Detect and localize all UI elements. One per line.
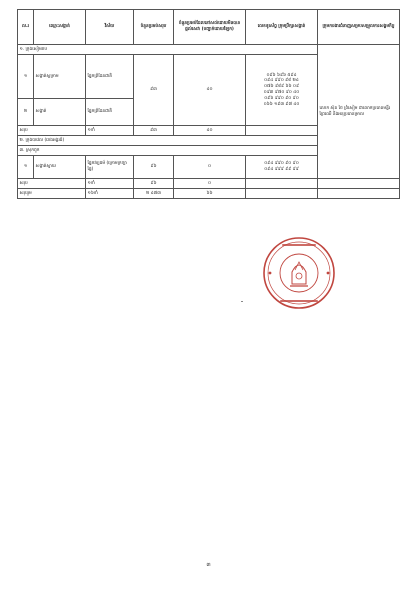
official-seal-stamp xyxy=(262,236,336,310)
grand-total-officer xyxy=(318,189,400,199)
stray-mark xyxy=(241,301,243,302)
section-label: ១. ក្រុងសៀមរាប xyxy=(18,45,318,55)
header-total: ចំនួនប្រអប់សរុប xyxy=(134,10,174,45)
row-phones xyxy=(246,156,318,179)
row-total: ៩៦ xyxy=(134,156,174,179)
header-remaining: ចំនួនប្រអប់ដែលនៅសល់ដោយមិនបានផ្តល់សេវា (បញ្ជាក់ដោយឡែក) xyxy=(174,10,246,45)
row-remaining: ០ xyxy=(174,156,246,179)
row-no: ១ xyxy=(18,156,34,179)
section-label: ៣. ស្រុកពួក xyxy=(18,146,318,156)
phone-line: ០៩៦ ៦៩៦ ៥៩៤ xyxy=(266,72,297,78)
report-table xyxy=(17,9,400,199)
phone-line: ០៧៦ ៩៨៩ ៦៦ ០៩ xyxy=(263,84,299,90)
row-no: ២ xyxy=(18,99,34,126)
row-sector: ផ្នែកព្រំដែនជាតិ xyxy=(86,99,134,126)
phone-line: ០៩៤ ៩៩៩ ៩៩ ៩៩ xyxy=(264,167,299,172)
subtotal-label: សរុប xyxy=(18,126,86,136)
header-sector: វិស័យ xyxy=(86,10,134,45)
phone-line: ០៩៦ ៩៩០ ៩០ ៩០ xyxy=(264,95,299,101)
subtotal-label: សរុប xyxy=(18,179,86,189)
subtotal-phone xyxy=(246,126,318,136)
grand-total-phone xyxy=(246,189,318,199)
phone-line: ០៩៤ ៩៩០ ៩៨ ២៤ xyxy=(264,78,299,84)
grand-total-total: ២ ៤៧៣ xyxy=(134,189,174,199)
header-officer: ក្រុមការងារជំនាញសម្របសម្រួលការសង្គមកិច្ច xyxy=(318,10,400,45)
subtotal-phone xyxy=(246,179,318,189)
subtotal-sector: ១ខាំ xyxy=(86,126,134,136)
row-no: ១ xyxy=(18,55,34,99)
subtotal-remaining: ០ xyxy=(174,179,246,189)
row-name: សង្កាត់ xyxy=(34,99,86,126)
row-sector: ផ្នែកវប្បធម៌ (ក្រោមក្រឡាផ្ទៃ) xyxy=(86,156,134,179)
header-phone: លេខទូរស័ព្ទ ក្រុមប្រឹក្សាសង្កាត់ xyxy=(246,10,318,45)
grand-total-sector: ១៦ខាំ xyxy=(86,189,134,199)
phone-line: ០៩៣ ៩៧០ ៩០ ៤០ xyxy=(263,90,300,95)
subtotal-total: ៩៦ xyxy=(134,179,174,189)
row-name: សង្កាត់ស្វាយ xyxy=(34,156,86,179)
row-sector: ផ្នែកព្រំដែនជាតិ xyxy=(86,55,134,99)
row-remaining: ៤០ xyxy=(174,55,246,126)
grand-total-label: សរុបរួម xyxy=(18,189,86,199)
row-phones xyxy=(246,55,318,126)
section-label: ២. ក្រុងបាវេល (រោងអង្គរធំ) xyxy=(18,136,318,146)
header-name: ឈ្មោះសង្កាត់ xyxy=(34,10,86,45)
row-total: ៩៣ xyxy=(134,55,174,126)
grand-total-remaining: ៦៦ xyxy=(174,189,246,199)
subtotal-row xyxy=(18,179,400,189)
grand-total-row xyxy=(18,189,400,199)
subtotal-officer xyxy=(318,179,400,189)
subtotal-total: ៩៣ xyxy=(134,126,174,136)
header-no: ល.រ xyxy=(18,10,34,45)
phone-line: ០៩៤ ៩៩០ ៩០ ៩០ xyxy=(264,161,299,167)
row-name: សង្កាត់ស្លក្រាម xyxy=(34,55,86,99)
table-header-row xyxy=(18,10,400,45)
phone-line: ០៦៦ ១៩៣ ៩៧ ៤០ xyxy=(263,101,300,107)
officer-note: លោក ស៊ុន ថៃ ព្រំសៀម ជាលោកប្រធានមន្ទីរព្រៃឈើ និងអនុប្រធានម្រាល xyxy=(318,45,400,179)
section-row xyxy=(18,45,400,55)
subtotal-remaining: ៤០ xyxy=(174,126,246,136)
subtotal-sector: ១ខាំ xyxy=(86,179,134,189)
page-number: ៣ xyxy=(206,562,211,568)
